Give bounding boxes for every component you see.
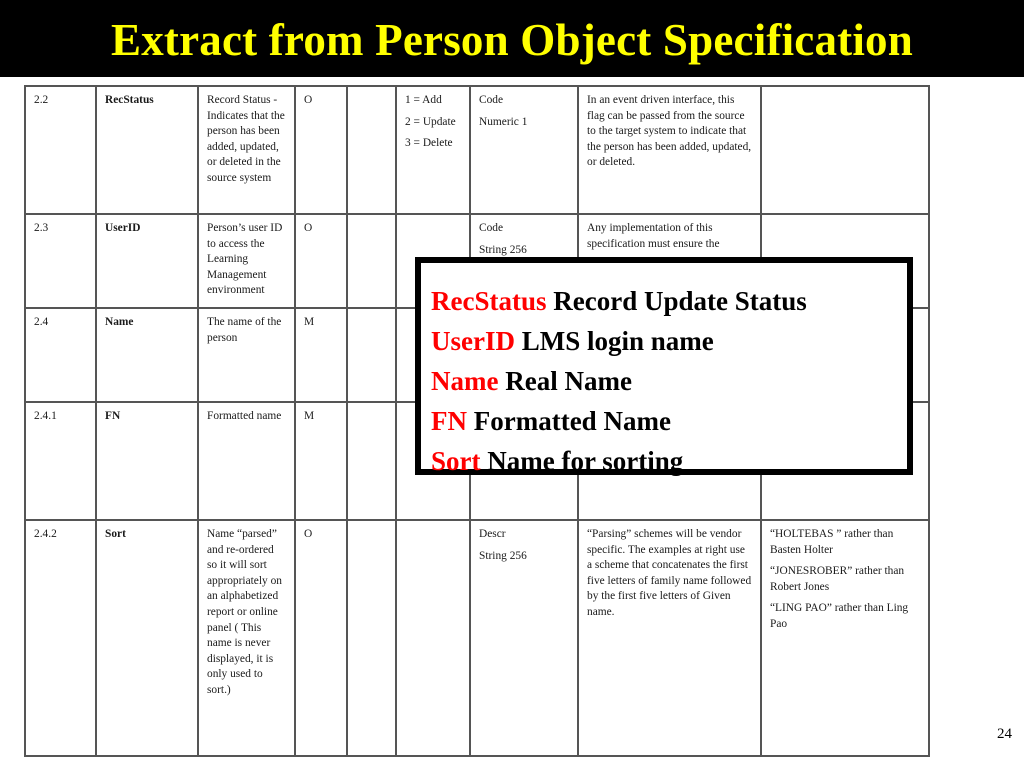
cell-name: Name — [96, 308, 198, 402]
cell-id: 2.4.2 — [25, 520, 96, 756]
cell-line: Descr — [479, 528, 506, 540]
table-row — [25, 520, 929, 756]
cell-description: Person’s user ID to access the Learning Management environment — [198, 214, 295, 308]
cell-notes: “Parsing” schemes will be vendor specific. The examples at right use a scheme that concatenates the first five letters of family name followed by the first five letters of Given name. — [578, 520, 761, 756]
cell-notes: In an event driven interface, this flag can be passed from the source to the target system to indicate that the person has been added, updated, or deleted. — [578, 86, 761, 214]
callout-line — [431, 321, 907, 361]
cell-description: The name of the person — [198, 308, 295, 402]
cell-name: Sort — [96, 520, 198, 756]
callout-list — [431, 281, 907, 481]
callout-meaning: Name for sorting — [487, 446, 684, 476]
cell-blank — [347, 520, 396, 756]
callout-line — [431, 441, 907, 481]
cell-line: “LING PAO” rather than Ling Pao — [770, 602, 909, 630]
cell-examples — [761, 520, 929, 756]
cell-blank — [347, 308, 396, 402]
callout-meaning: Record Update Status — [553, 286, 807, 316]
callout-line — [431, 401, 907, 441]
cell-id: 2.3 — [25, 214, 96, 308]
cell-type — [470, 520, 578, 756]
cell-line: 3 = Delete — [405, 137, 453, 150]
cell-values — [396, 86, 470, 214]
cell-values — [396, 520, 470, 756]
callout-term: Sort — [431, 446, 481, 476]
callout-term: Name — [431, 366, 499, 396]
table-row — [25, 86, 929, 214]
cell-req: M — [295, 308, 347, 402]
cell-line: “HOLTEBAS ” rather than Basten Holter — [770, 528, 894, 556]
cell-line: Numeric 1 — [479, 115, 528, 128]
callout-meaning: LMS login name — [521, 326, 714, 356]
cell-line: 2 = Update — [405, 115, 456, 128]
slide-title: Extract from Person Object Specification — [111, 15, 913, 65]
callout-term: FN — [431, 406, 467, 436]
cell-req: O — [295, 520, 347, 756]
cell-name: UserID — [96, 214, 198, 308]
cell-notes: Any implementation of this specification must ensure the — [578, 214, 761, 308]
cell-blank — [347, 214, 396, 308]
cell-description: Name “parsed” and re-ordered so it will sort appropriately on an alphabetized report or online panel ( This name is never displayed, it is only used to sort.) — [198, 520, 295, 756]
callout-line — [431, 361, 907, 401]
cell-line: 1 = Add — [405, 94, 442, 106]
cell-req: O — [295, 214, 347, 308]
cell-name: FN — [96, 402, 198, 520]
cell-line: “JONESROBER” rather than Robert Jones — [770, 565, 905, 593]
slide-number: 24 — [997, 726, 1012, 742]
cell-blank — [347, 402, 396, 520]
cell-id: 2.2 — [25, 86, 96, 214]
cell-line: Code — [479, 222, 504, 234]
cell-line: String 256 — [479, 549, 527, 562]
cell-description: Formatted name — [198, 402, 295, 520]
cell-id: 2.4.1 — [25, 402, 96, 520]
cell-blank — [347, 86, 396, 214]
cell-req: M — [295, 402, 347, 520]
cell-type — [470, 86, 578, 214]
cell-description: Record Status - Indicates that the person has been added, updated, or deleted in the source system — [198, 86, 295, 214]
callout-meaning: Real Name — [505, 366, 632, 396]
cell-id: 2.4 — [25, 308, 96, 402]
callout-term: UserID — [431, 326, 515, 356]
cell-req: O — [295, 86, 347, 214]
cell-line: Code — [479, 94, 504, 106]
cell-name: RecStatus — [96, 86, 198, 214]
callout-line — [431, 281, 907, 321]
cell-examples — [761, 86, 929, 214]
abbreviation-callout — [415, 257, 913, 475]
callout-term: RecStatus — [431, 286, 547, 316]
cell-line: String 256 — [479, 243, 527, 256]
callout-meaning: Formatted Name — [473, 406, 671, 436]
